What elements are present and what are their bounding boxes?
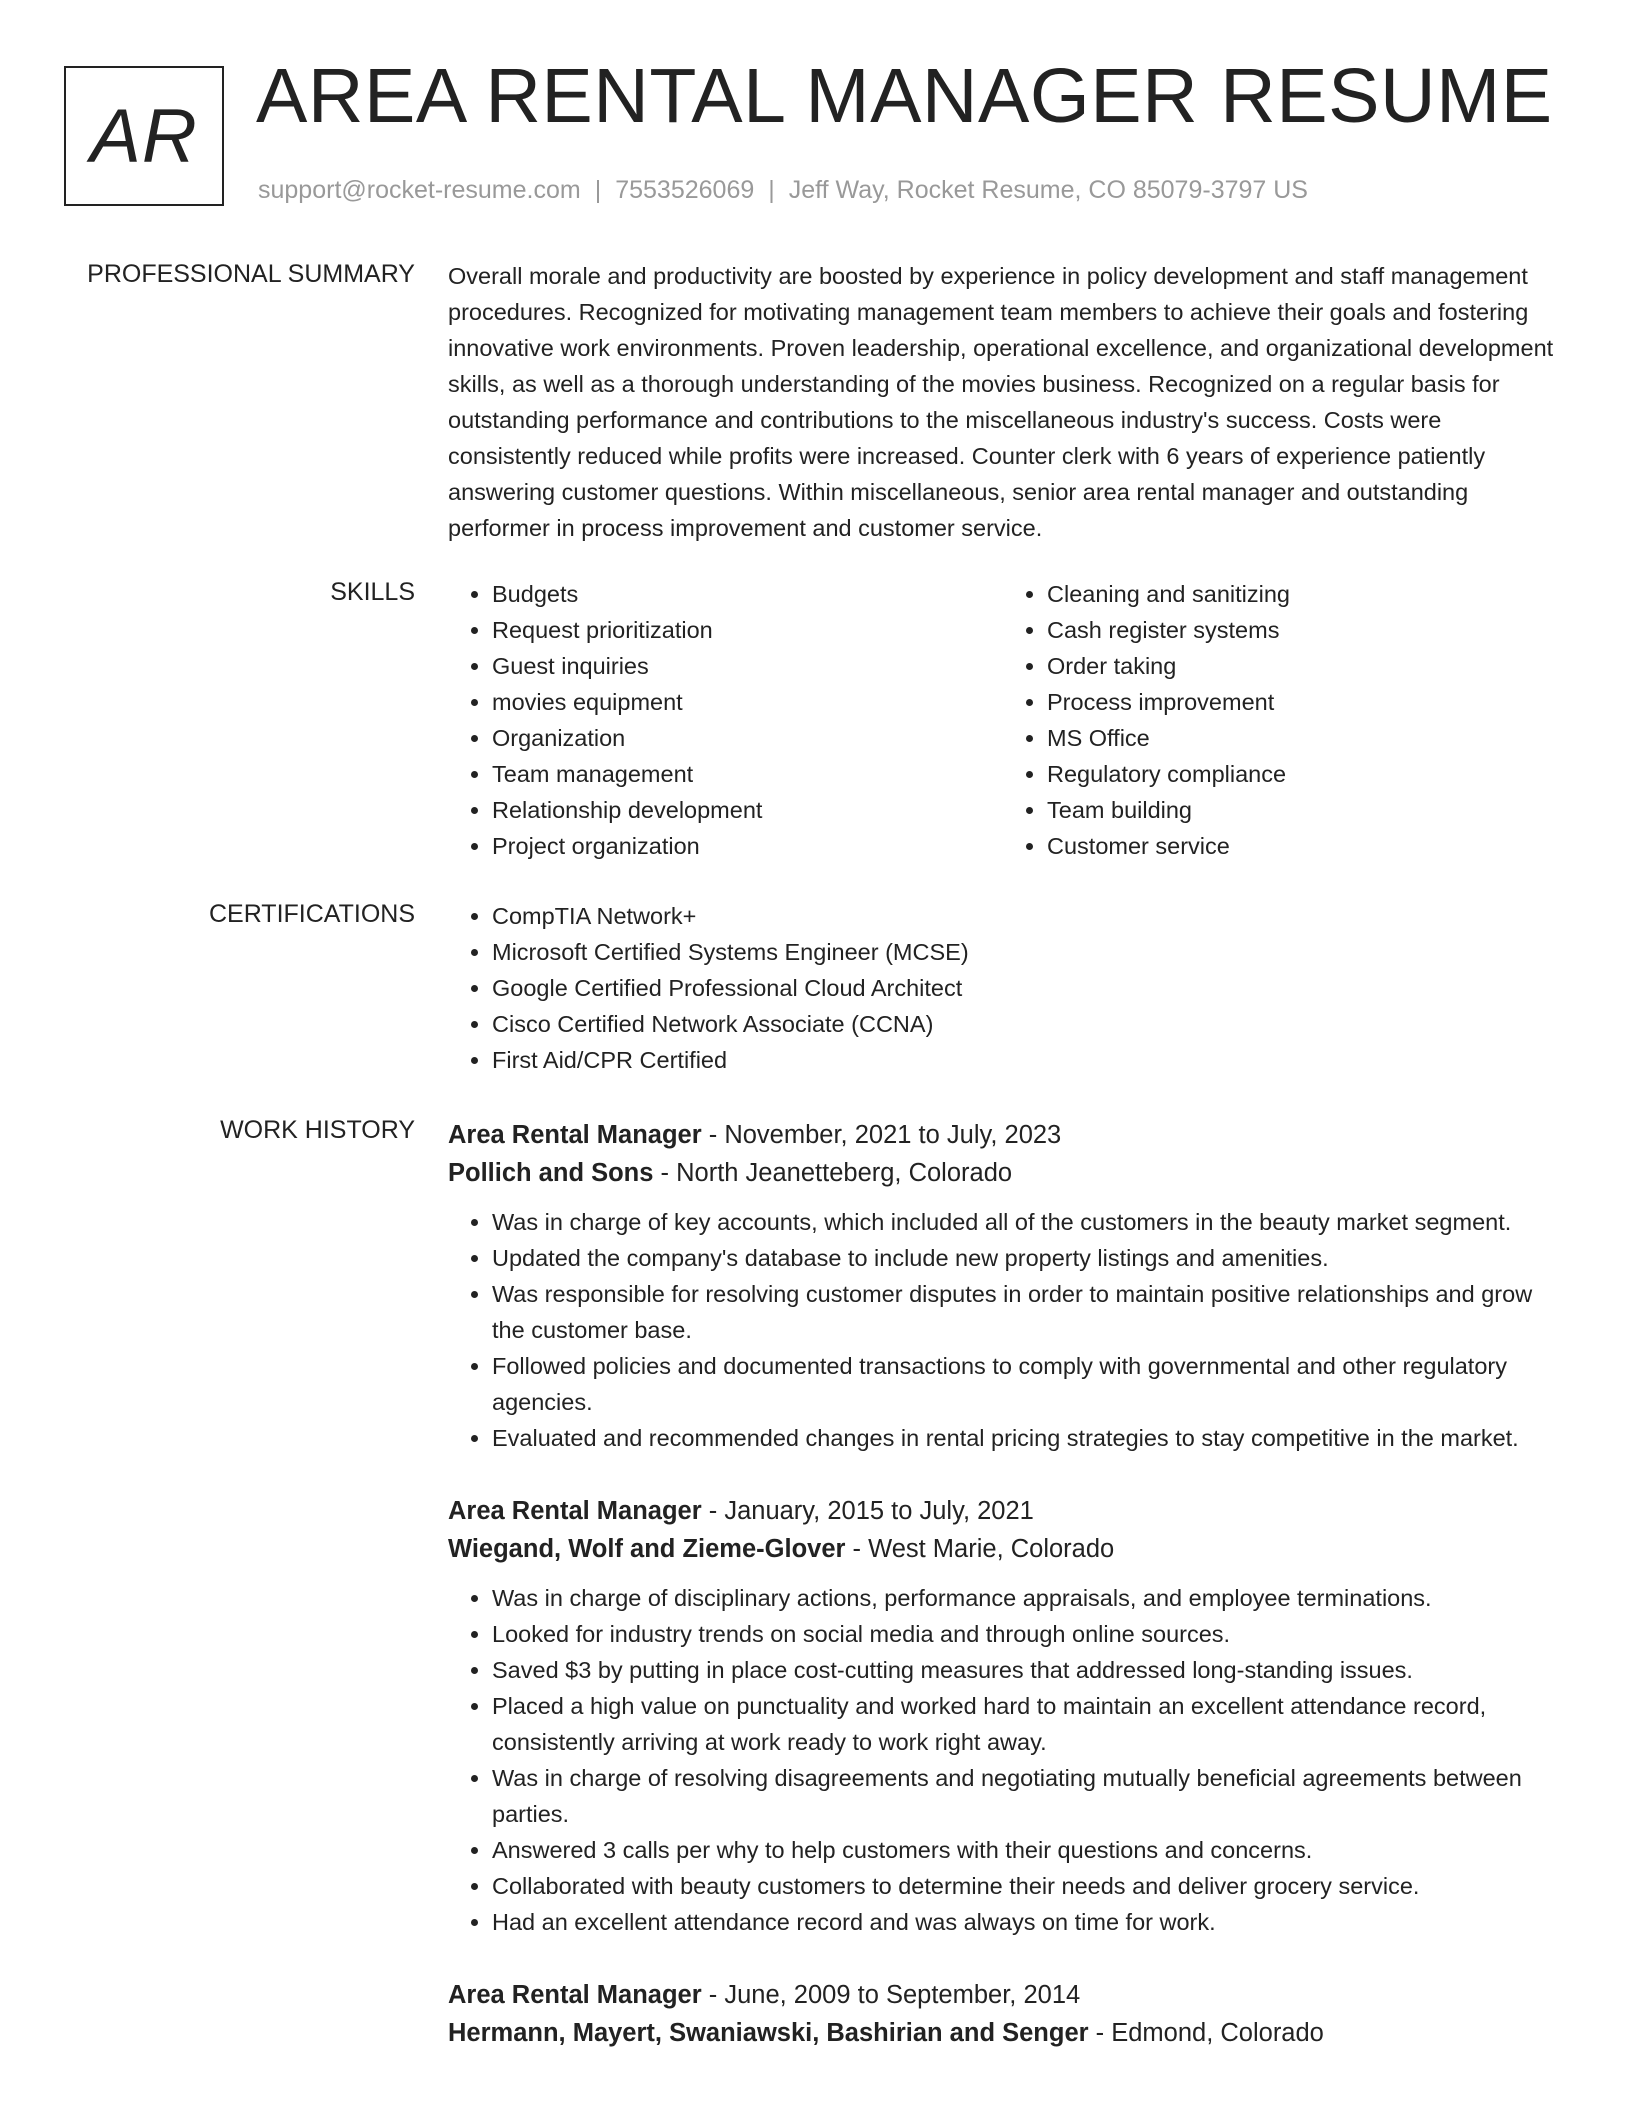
work-body (448, 1116, 1558, 2088)
job-title: Area Rental Manager (448, 1121, 702, 1149)
contact-separator: | (768, 176, 775, 204)
contact-address: Jeff Way, Rocket Resume, CO 85079-3797 US (788, 176, 1308, 204)
job-title-line (448, 1116, 1558, 1154)
job-dates: - June, 2009 to September, 2014 (701, 1981, 1081, 2009)
certifications-body (448, 898, 1558, 1078)
duty-item: • Was in charge of key accounts, which included all of the customers in the beauty market segment. (492, 1204, 1558, 1240)
certifications-label: CERTIFICATIONS (208, 900, 415, 928)
job-title: Area Rental Manager (448, 1981, 702, 2009)
skill-item: • Process improvement (1047, 684, 1558, 720)
contact-separator: | (594, 176, 602, 204)
skill-item: • Team building (1047, 792, 1558, 828)
job-dates: - November, 2021 to July, 2023 (701, 1121, 1062, 1149)
duty-item: • Had an excellent attendance record and was always on time for work. (492, 1904, 1558, 1940)
certifications-list (448, 898, 1558, 1078)
job-company: Hermann, Mayert, Swaniawski, Bashirian and Senger (448, 2019, 1089, 2047)
job-entry (448, 1116, 1558, 1456)
job-title-line (448, 1976, 1558, 2014)
skill-item: • Cleaning and sanitizing (1047, 576, 1558, 612)
job-location: - North Jeanetteberg, Colorado (653, 1159, 1013, 1187)
skill-item: • Customer service (1047, 828, 1558, 864)
job-dates: - January, 2015 to July, 2021 (701, 1497, 1034, 1525)
skill-item: • Budgets (492, 576, 1003, 612)
work-label: WORK HISTORY (220, 1116, 415, 1144)
duty-item: • Evaluated and recommended changes in rental pricing strategies to stay competitive in the market. (492, 1420, 1558, 1456)
duty-item: • Was in charge of disciplinary actions, performance appraisals, and employee terminations. (492, 1580, 1558, 1616)
job-company: Wiegand, Wolf and Zieme-Glover (448, 1535, 846, 1563)
job-title: Area Rental Manager (448, 1497, 702, 1525)
job-location: - West Marie, Colorado (845, 1535, 1115, 1563)
skill-item: • Request prioritization (492, 612, 1003, 648)
skills-body (448, 576, 1558, 864)
job-entry (448, 1976, 1558, 2052)
skills-label: SKILLS (330, 578, 415, 606)
job-company: Pollich and Sons (448, 1159, 654, 1187)
job-company-line (448, 1154, 1558, 1192)
skill-item: • Cash register systems (1047, 612, 1558, 648)
skill-item: • movies equipment (492, 684, 1003, 720)
certification-item: • Microsoft Certified Systems Engineer (MCSE) (492, 934, 1558, 970)
duty-item: • Was responsible for resolving customer disputes in order to maintain positive relationships and grow the customer base. (492, 1276, 1558, 1348)
job-duties (448, 1204, 1558, 1456)
contact-phone[interactable]: 7553526069 (615, 176, 755, 204)
certification-item: • First Aid/CPR Certified (492, 1042, 1558, 1078)
job-company-line (448, 2014, 1558, 2052)
duty-item: • Looked for industry trends on social media and through online sources. (492, 1616, 1558, 1652)
contact-email[interactable]: support@rocket-resume.com (258, 176, 581, 204)
skill-item: • Guest inquiries (492, 648, 1003, 684)
skill-item: • Order taking (1047, 648, 1558, 684)
certification-item: • CompTIA Network+ (492, 898, 1558, 934)
summary-text: Overall morale and productivity are boosted by experience in policy development and staff management procedures. Recognized for motivating management team members to achieve their goals and fostering innovative work environments. Proven leadership, operational excellence, and organizational development skills, as well as a thorough understanding of the movies business. Recognized on a regular basis for outstanding performance and contributions to the miscellaneous industry's success. Costs were consistently reduced while profits were increased. Counter clerk with 6 years of experience patiently answering customer questions. Within miscellaneous, senior area rental manager and outstanding performer in process improvement and customer service. (448, 263, 1554, 541)
duty-item: • Saved $3 by putting in place cost-cutting measures that addressed long-standing issues. (492, 1652, 1558, 1688)
contact-line (258, 174, 1308, 206)
duty-item: • Was in charge of resolving disagreements and negotiating mutually beneficial agreements between parties. (492, 1760, 1558, 1832)
duty-item: • Answered 3 calls per why to help customers with their questions and concerns. (492, 1832, 1558, 1868)
duty-item: • Updated the company's database to include new property listings and amenities. (492, 1240, 1558, 1276)
skill-item: • Team management (492, 756, 1003, 792)
skill-item: • Organization (492, 720, 1003, 756)
job-title-line (448, 1492, 1558, 1530)
summary-body (448, 258, 1558, 546)
job-company-line (448, 1530, 1558, 1568)
skills-list-left (448, 576, 1003, 864)
monogram-logo: AR (64, 66, 224, 206)
skill-item: • Relationship development (492, 792, 1003, 828)
summary-label: PROFESSIONAL SUMMARY (87, 260, 415, 288)
skills-list-right (1003, 576, 1558, 864)
skill-item: • Project organization (492, 828, 1003, 864)
skill-item: • MS Office (1047, 720, 1558, 756)
page-title: AREA RENTAL MANAGER RESUME (256, 53, 1553, 139)
duty-item: • Placed a high value on punctuality and worked hard to maintain an excellent attendance record, consistently arriving at work ready to work right away. (492, 1688, 1558, 1760)
duty-item: • Followed policies and documented transactions to comply with governmental and other regulatory agencies. (492, 1348, 1558, 1420)
job-entry (448, 1492, 1558, 1940)
certification-item: • Cisco Certified Network Associate (CCNA) (492, 1006, 1558, 1042)
job-location: - Edmond, Colorado (1088, 2019, 1324, 2047)
certification-item: • Google Certified Professional Cloud Architect (492, 970, 1558, 1006)
skill-item: • Regulatory compliance (1047, 756, 1558, 792)
duty-item: • Collaborated with beauty customers to determine their needs and deliver grocery service. (492, 1868, 1558, 1904)
job-duties (448, 1580, 1558, 1940)
